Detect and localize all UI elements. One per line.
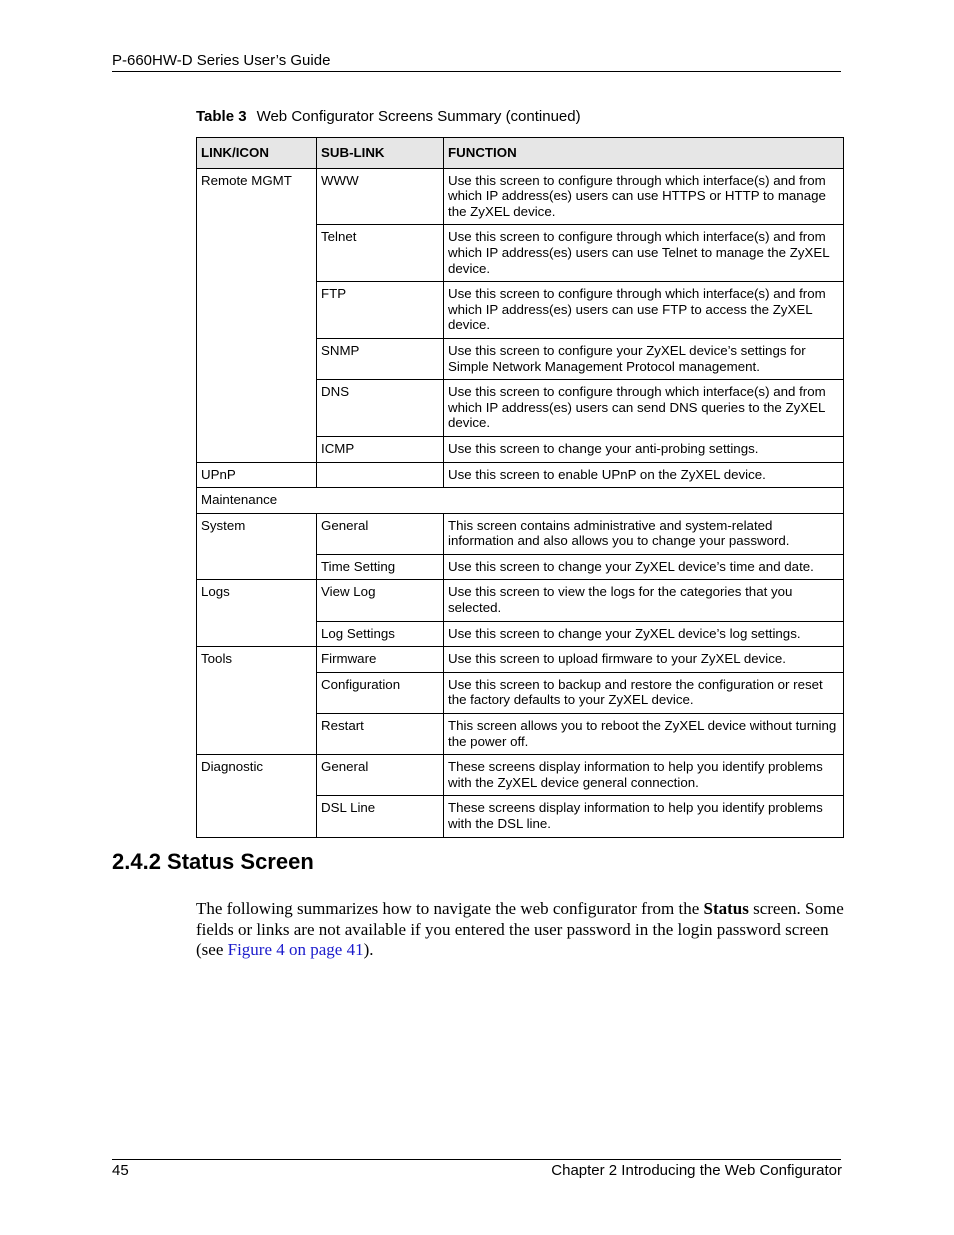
function-cell: Use this screen to upload firmware to your ZyXEL device. (444, 647, 844, 673)
paragraph-text: screen. Some fields or links are not available if you entered the user password in the login password screen (see (196, 899, 844, 959)
column-header-link-icon: LINK/ICON (197, 138, 317, 169)
column-header-function: FUNCTION (444, 138, 844, 169)
table-caption-text: Web Configurator Screens Summary (continued) (256, 108, 581, 125)
page-number: 45 (112, 1162, 129, 1179)
link-cell-upnp: UPnP (197, 462, 317, 488)
sub-link-cell: Restart (317, 714, 444, 755)
status-term: Status (703, 899, 749, 918)
link-cell-system: System (197, 513, 317, 580)
table-row (197, 462, 844, 488)
function-cell: Use this screen to configure through which interface(s) and from which IP address(es) users can use Telnet to manage the ZyXEL device. (444, 225, 844, 282)
sub-link-cell: ICMP (317, 436, 444, 462)
function-cell: These screens display information to help you identify problems with the DSL line. (444, 796, 844, 837)
function-cell: Use this screen to configure your ZyXEL device’s settings for Simple Network Management Protocol management. (444, 338, 844, 379)
screens-summary-table (196, 137, 844, 838)
sub-link-cell: SNMP (317, 338, 444, 379)
link-cell-diagnostic: Diagnostic (197, 755, 317, 837)
section-heading: 2.4.2 Status Screen (112, 849, 314, 874)
function-cell: This screen contains administrative and system-related information and also allows you to change your password. (444, 513, 844, 554)
body-paragraph (196, 899, 846, 961)
function-cell: Use this screen to change your ZyXEL device’s log settings. (444, 621, 844, 647)
function-cell: Use this screen to enable UPnP on the ZyXEL device. (444, 462, 844, 488)
sub-link-cell: WWW (317, 168, 444, 225)
link-cell-tools: Tools (197, 647, 317, 755)
sub-link-cell: Configuration (317, 672, 444, 713)
link-cell-logs: Logs (197, 580, 317, 647)
table-row (197, 168, 844, 225)
sub-link-cell: Telnet (317, 225, 444, 282)
paragraph-text: The following summarizes how to navigate the web configurator from the (196, 899, 704, 918)
table-row (197, 488, 844, 514)
column-header-sub-link: SUB-LINK (317, 138, 444, 169)
function-cell: This screen allows you to reboot the ZyXEL device without turning the power off. (444, 714, 844, 755)
sub-link-cell: Time Setting (317, 554, 444, 580)
running-header: P-660HW-D Series User’s Guide (112, 52, 331, 69)
function-cell: Use this screen to configure through which interface(s) and from which IP address(es) users can use FTP to access the ZyXEL device. (444, 282, 844, 339)
function-cell: Use this screen to backup and restore the configuration or reset the factory defaults to your ZyXEL device. (444, 672, 844, 713)
maintenance-section-row: Maintenance (197, 488, 844, 514)
function-cell: Use this screen to configure through which interface(s) and from which IP address(es) users can send DNS queries to the ZyXEL device. (444, 380, 844, 437)
table-caption-label: Table 3 (196, 108, 247, 125)
function-cell: Use this screen to view the logs for the categories that you selected. (444, 580, 844, 621)
table-header-row (197, 138, 844, 169)
function-cell: These screens display information to help you identify problems with the ZyXEL device general connection. (444, 755, 844, 796)
table-row (197, 647, 844, 673)
sub-link-cell: FTP (317, 282, 444, 339)
sub-link-cell: General (317, 755, 444, 796)
sub-link-cell (317, 462, 444, 488)
footer-rule (112, 1159, 841, 1160)
figure-cross-reference-link[interactable]: Figure 4 on page 41 (227, 940, 364, 959)
header-rule (112, 71, 841, 72)
footer-chapter-title: Chapter 2 Introducing the Web Configurator (551, 1162, 842, 1179)
table-row (197, 513, 844, 554)
sub-link-cell: Log Settings (317, 621, 444, 647)
sub-link-cell: DNS (317, 380, 444, 437)
sub-link-cell: DSL Line (317, 796, 444, 837)
table-row (197, 580, 844, 621)
sub-link-cell: View Log (317, 580, 444, 621)
table-row (197, 755, 844, 796)
function-cell: Use this screen to change your anti-probing settings. (444, 436, 844, 462)
sub-link-cell: General (317, 513, 444, 554)
table-caption (196, 108, 581, 125)
function-cell: Use this screen to change your ZyXEL device’s time and date. (444, 554, 844, 580)
function-cell: Use this screen to configure through which interface(s) and from which IP address(es) users can use HTTPS or HTTP to manage the ZyXEL device. (444, 168, 844, 225)
link-cell-remote-mgmt: Remote MGMT (197, 168, 317, 462)
sub-link-cell: Firmware (317, 647, 444, 673)
paragraph-text: ). (363, 940, 374, 959)
